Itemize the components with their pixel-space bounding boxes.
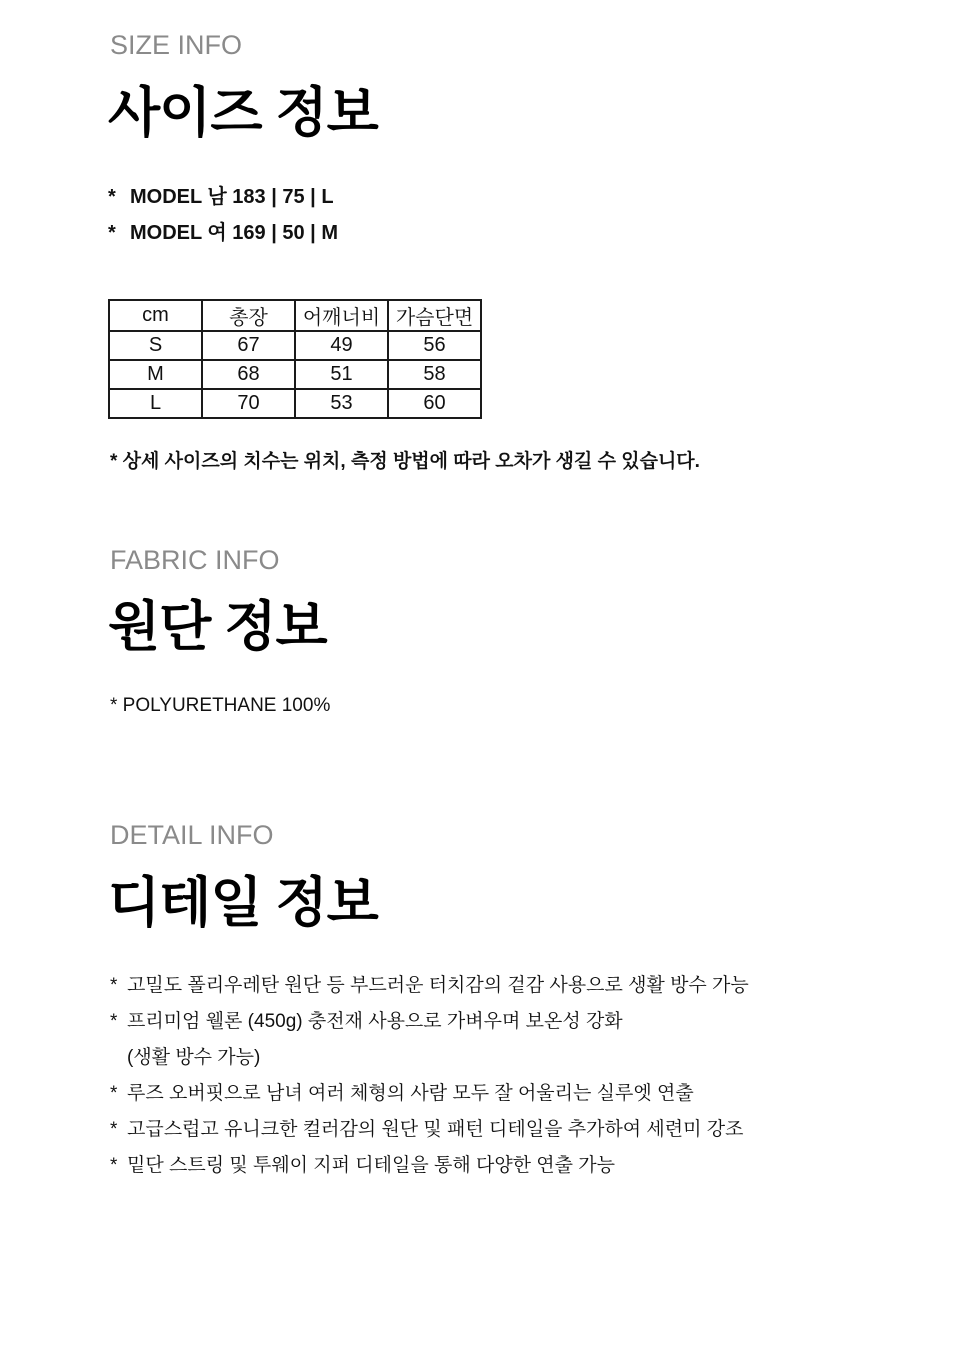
table-cell: 49 <box>295 331 388 360</box>
table-cell: 68 <box>202 360 295 389</box>
size-info-title: 사이즈 정보 <box>108 83 378 143</box>
detail-list <box>110 968 749 1184</box>
bullet-star: * <box>110 975 118 996</box>
list-item <box>110 1112 749 1148</box>
model-male-line <box>108 180 334 209</box>
table-row <box>109 360 481 389</box>
detail-info-label: DETAIL INFO <box>110 820 274 850</box>
size-table <box>108 299 482 419</box>
table-cell: M <box>109 360 202 389</box>
table-cell: 58 <box>388 360 481 389</box>
detail-item-continuation: (생활 방수 가능) <box>127 1047 261 1068</box>
table-cell: 60 <box>388 389 481 418</box>
detail-item-text: 루즈 오버핏으로 남녀 여러 체형의 사람 모두 잘 어울리는 실루엣 연출 <box>127 1083 694 1104</box>
table-header-cell: 어깨너비 <box>295 300 388 331</box>
bullet-star: * <box>110 1119 118 1140</box>
table-header-cell: 총장 <box>202 300 295 331</box>
bullet-star: * <box>110 1011 118 1032</box>
bullet-star: * <box>110 1083 118 1104</box>
table-cell: 67 <box>202 331 295 360</box>
table-cell: 56 <box>388 331 481 360</box>
table-header-cell: cm <box>109 300 202 331</box>
bullet-star: * <box>110 1155 118 1176</box>
detail-item-text: 고급스럽고 유니크한 컬러감의 원단 및 패턴 디테일을 추가하여 세련미 강조 <box>127 1119 744 1140</box>
list-item <box>110 1148 749 1184</box>
fabric-info-label: FABRIC INFO <box>110 545 280 575</box>
size-info-label: SIZE INFO <box>110 30 243 60</box>
list-item <box>110 1076 749 1112</box>
bullet-star: * <box>108 222 116 244</box>
detail-item-text: 밑단 스트링 및 투웨이 지퍼 디테일을 통해 다양한 연출 가능 <box>127 1155 616 1176</box>
table-cell: 53 <box>295 389 388 418</box>
fabric-info-title: 원단 정보 <box>108 597 327 657</box>
model-male-text: MODEL 남 183 | 75 | L <box>130 186 334 208</box>
list-item <box>110 1004 749 1076</box>
table-cell: 70 <box>202 389 295 418</box>
size-note: * 상세 사이즈의 치수는 위치, 측정 방법에 따라 오차가 생길 수 있습니다. <box>110 451 700 472</box>
model-female-text: MODEL 여 169 | 50 | M <box>130 222 338 244</box>
table-row <box>109 331 481 360</box>
table-row <box>109 389 481 418</box>
table-cell: L <box>109 389 202 418</box>
bullet-star: * <box>108 186 116 208</box>
fabric-composition: * POLYURETHANE 100% <box>110 695 331 716</box>
table-header-row <box>109 300 481 331</box>
list-item <box>110 968 749 1004</box>
table-cell: S <box>109 331 202 360</box>
table-cell: 51 <box>295 360 388 389</box>
detail-item-text: 프리미엄 웰론 (450g) 충전재 사용으로 가벼우며 보온성 강화 <box>127 1011 623 1032</box>
detail-info-title: 디테일 정보 <box>108 873 378 933</box>
detail-item-text: 고밀도 폴리우레탄 원단 등 부드러운 터치감의 겉감 사용으로 생활 방수 가능 <box>127 975 749 996</box>
model-female-line <box>108 216 338 245</box>
table-header-cell: 가슴단면 <box>388 300 481 331</box>
